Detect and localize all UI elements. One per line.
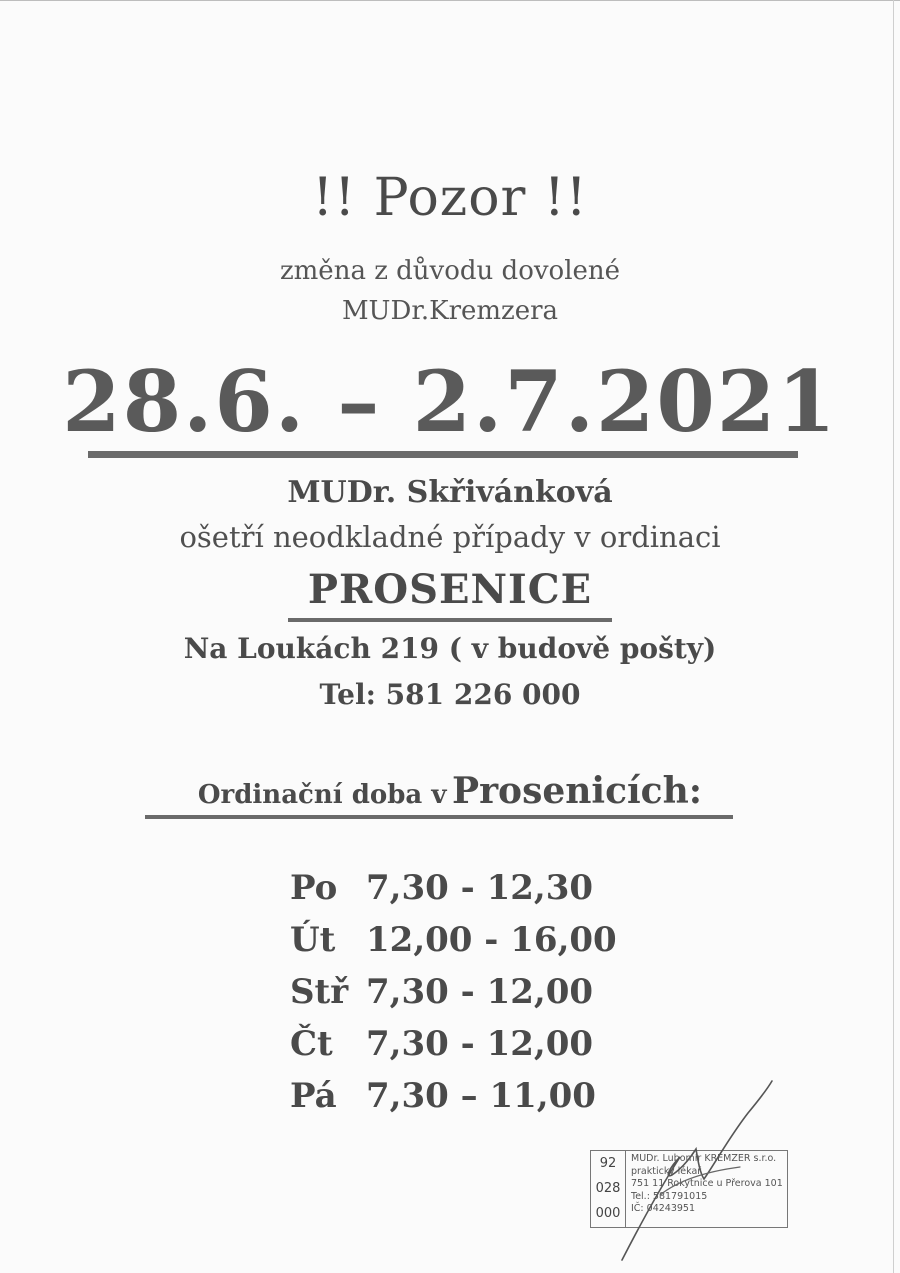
schedule-time: 7,30 - 12,00 (366, 972, 594, 1012)
substitute-doctor: MUDr. Skřivánková (287, 475, 613, 510)
hours-heading (0, 770, 900, 812)
hours-heading-label: Ordinační doba v (197, 780, 447, 810)
schedule-time: 7,30 – 11,00 (366, 1076, 596, 1116)
hours-heading-place: Prosenicích: (452, 770, 703, 812)
schedule-row-tuesday (290, 920, 617, 972)
clinic-place: PROSENICE (307, 566, 593, 613)
stamp-line: praktický lékař (631, 1165, 702, 1177)
schedule-day: Stř (290, 972, 349, 1012)
schedule-day: Út (290, 920, 336, 960)
schedule-time: 12,00 - 16,00 (366, 920, 617, 960)
schedule-time: 7,30 - 12,00 (366, 1024, 594, 1064)
stamp-line: MUDr. Lubomír KREMZER s.r.o. (631, 1153, 777, 1164)
alert-heading: !! Pozor !! (312, 168, 588, 228)
stamp-code: 92 (599, 1156, 617, 1171)
schedule-time: 7,30 - 12,30 (366, 868, 594, 908)
page-edge-top (0, 0, 900, 1)
clinic-address: Na Loukách 219 ( v budově pošty) (183, 632, 717, 665)
treatment-note: ošetří neodkladné případy v ordinaci (179, 520, 721, 554)
date-underline (88, 451, 798, 458)
schedule-row-monday (290, 868, 617, 920)
stamp-code: 000 (595, 1206, 621, 1221)
place-underline (288, 618, 612, 622)
stamp-line: IČ: 04243951 (631, 1203, 696, 1214)
schedule-day: Po (290, 868, 338, 908)
schedule-day: Čt (290, 1024, 333, 1064)
schedule-row-wednesday (290, 972, 617, 1024)
stamp-line: Tel.: 581791015 (631, 1190, 708, 1202)
stamp-line: 751 11 Rokytnice u Přerova 101 (631, 1178, 783, 1189)
date-range: 28.6. – 2.7.2021 (62, 352, 838, 451)
schedule-row-friday (290, 1076, 617, 1128)
schedule-row-thursday (290, 1024, 617, 1076)
schedule-day: Pá (290, 1076, 337, 1116)
doctor-on-leave: MUDr.Kremzera (341, 296, 559, 326)
hours-schedule (290, 868, 617, 1128)
hours-underline (145, 815, 733, 819)
clinic-phone: Tel: 581 226 000 (319, 678, 581, 711)
handwritten-signature (600, 1075, 800, 1265)
reason-line: změna z důvodu dovolené (279, 256, 621, 286)
stamp-code: 028 (595, 1181, 621, 1196)
